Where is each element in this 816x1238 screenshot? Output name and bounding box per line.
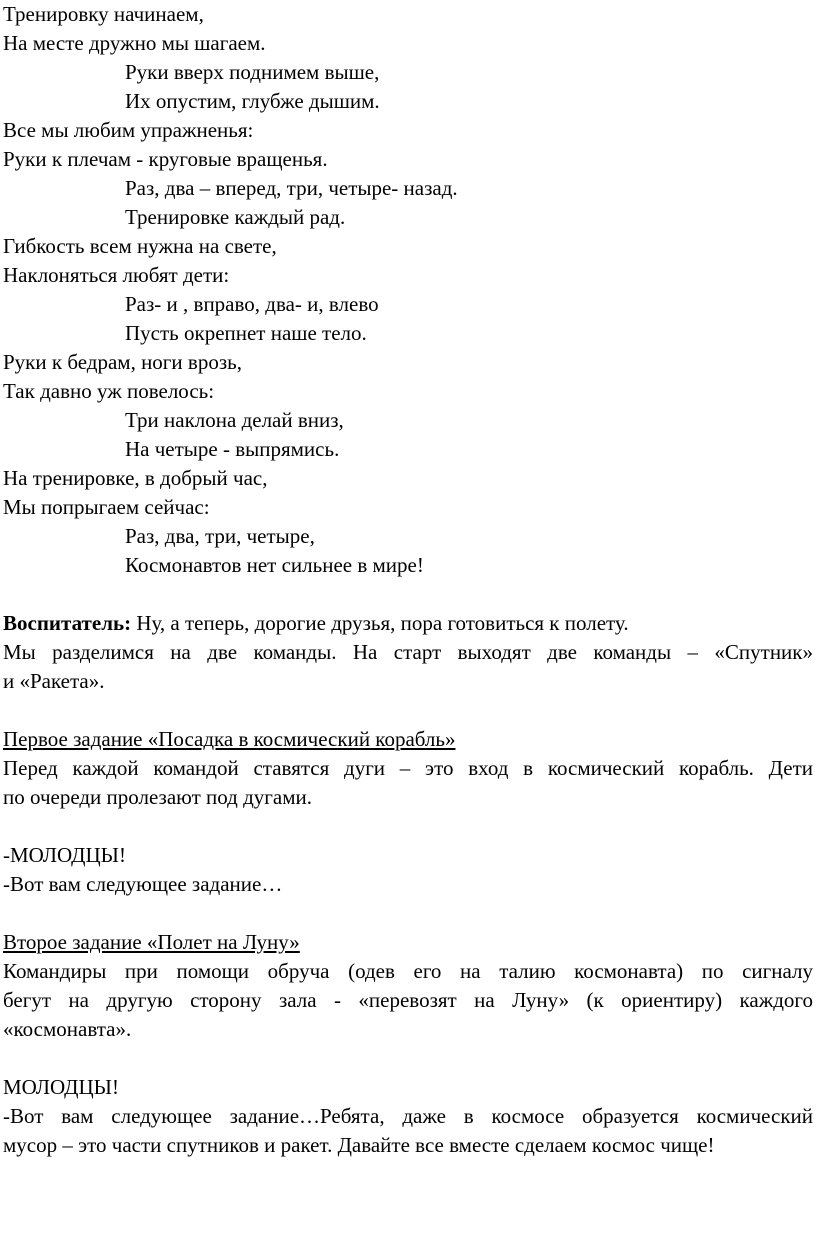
praise-line: -Вот вам следующее задание… bbox=[3, 872, 283, 896]
poem-line: Руки к бедрам, ноги врозь, bbox=[3, 350, 242, 374]
task2-line: Командиры при помощи обруча (одев его на талию космонавта) по сигналу bbox=[3, 959, 813, 983]
poem-line: На тренировке, в добрый час, bbox=[3, 466, 268, 490]
educator-text: Ну, а теперь, дорогие друзья, пора готовиться к полету. bbox=[131, 611, 629, 635]
task2-line: «космонавта». bbox=[3, 1017, 132, 1041]
praise-line: мусор – это части спутников и ракет. Давайте все вместе сделаем космос чище! bbox=[3, 1133, 715, 1157]
poem-line: Пусть окрепнет наше тело. bbox=[125, 321, 367, 345]
poem-line: Раз, два, три, четыре, bbox=[125, 524, 315, 548]
poem-line: Гибкость всем нужна на свете, bbox=[3, 234, 277, 258]
poem-line: Наклоняться любят дети: bbox=[3, 263, 230, 287]
educator-paragraph bbox=[3, 610, 629, 636]
praise-line: -Вот вам следующее задание…Ребята, даже в космосе образуется космический bbox=[3, 1104, 813, 1128]
educator-line: Мы разделимся на две команды. На старт выходят две команды – «Спутник» bbox=[3, 640, 813, 664]
poem-line: Все мы любим упражненья: bbox=[3, 118, 254, 142]
task1-line: по очереди пролезают под дугами. bbox=[3, 785, 312, 809]
educator-label: Воспитатель: bbox=[3, 611, 132, 635]
educator-line: и «Ракета». bbox=[3, 669, 105, 693]
praise-line: МОЛОДЦЫ! bbox=[3, 1075, 119, 1099]
poem-line: Раз, два – вперед, три, четыре- назад. bbox=[125, 176, 458, 200]
task2-title: Второе задание «Полет на Луну» bbox=[3, 930, 300, 954]
task1-title: Первое задание «Посадка в космический корабль» bbox=[3, 727, 456, 751]
task1-line: Перед каждой командой ставятся дуги – это вход в космический корабль. Дети bbox=[3, 756, 813, 780]
poem-line: Космонавтов нет сильнее в мире! bbox=[125, 553, 424, 577]
task2-line: бегут на другую сторону зала - «перевозят на Луну» (к ориентиру) каждого bbox=[3, 988, 813, 1012]
poem-line: Тренировке каждый рад. bbox=[125, 205, 346, 229]
poem-line: Три наклона делай вниз, bbox=[125, 408, 344, 432]
poem-line: Руки вверх поднимем выше, bbox=[125, 60, 380, 84]
poem-line: Раз- и , вправо, два- и, влево bbox=[125, 292, 379, 316]
poem-line: На месте дружно мы шагаем. bbox=[3, 31, 266, 55]
poem-line: Руки к плечам - круговые вращенья. bbox=[3, 147, 328, 171]
poem-line: Мы попрыгаем сейчас: bbox=[3, 495, 210, 519]
poem-line: Так давно уж повелось: bbox=[3, 379, 215, 403]
poem-line: Тренировку начинаем, bbox=[3, 2, 204, 26]
poem-line: На четыре - выпрямись. bbox=[125, 437, 340, 461]
praise-line: -МОЛОДЦЫ! bbox=[3, 843, 126, 867]
poem-line: Их опустим, глубже дышим. bbox=[125, 89, 380, 113]
